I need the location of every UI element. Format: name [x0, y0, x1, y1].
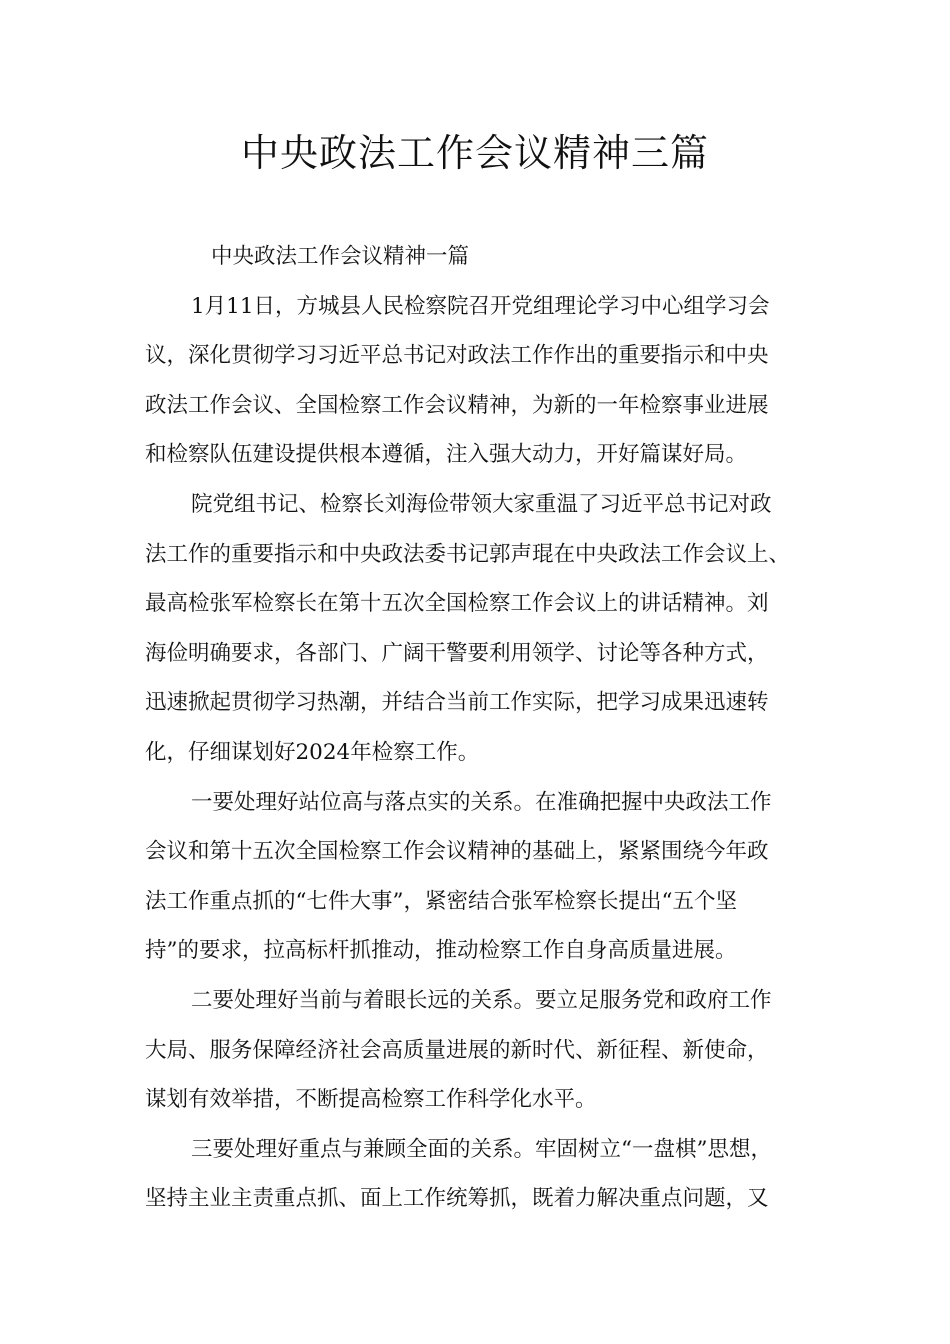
paragraph-line: 法工作的重要指示和中央政法委书记郭声琨在中央政法工作会议上、: [145, 541, 791, 567]
paragraph-line: 院党组书记、检察长刘海俭带领大家重温了习近平总书记对政: [191, 491, 772, 517]
paragraph-line: 1月11日，方城县人民检察院召开党组理论学习中心组学习会: [191, 293, 770, 319]
paragraph-line: 议，深化贯彻学习习近平总书记对政法工作作出的重要指示和中央: [145, 343, 769, 369]
paragraph: [145, 480, 815, 778]
section-subtitle: [145, 232, 815, 282]
paragraph-line: 坚持主业主责重点抓、面上工作统筹抓，既着力解决重点问题，又: [145, 1186, 769, 1212]
paragraph-line: 会议和第十五次全国检察工作会议精神的基础上，紧紧围绕今年政: [145, 839, 769, 865]
paragraph: [145, 1125, 815, 1224]
paragraph-line: 持”的要求，拉高标杆抓推动，推动检察工作自身高质量进展。: [145, 938, 737, 964]
document-body: [145, 232, 815, 1224]
paragraph-line: 二要处理好当前与着眼长远的关系。要立足服务党和政府工作: [191, 987, 772, 1013]
paragraph-line: 政法工作会议、全国检察工作会议精神，为新的一年检察事业进展: [145, 392, 769, 418]
paragraph: [145, 778, 815, 976]
paragraph-line: 最高检张军检察长在第十五次全国检察工作会议上的讲话精神。刘: [145, 591, 769, 617]
document-title: 中央政法工作会议精神三篇: [240, 131, 709, 175]
paragraph-line: 化，仔细谋划好2024年检察工作。: [145, 739, 480, 765]
paragraph: [145, 282, 815, 480]
paragraph-line: 海俭明确要求，各部门、广阔干警要利用领学、讨论等各种方式，: [145, 640, 769, 666]
paragraph-line: 迅速掀起贯彻学习热潮，并结合当前工作实际，把学习成果迅速转: [145, 690, 769, 716]
paragraph-line: 和检察队伍建设提供根本遵循，注入强大动力，开好篇谋好局。: [145, 442, 748, 468]
paragraph-line: 谋划有效举措，不断提高检察工作科学化水平。: [145, 1087, 597, 1113]
paragraph-line: 三要处理好重点与兼顾全面的关系。牢固树立“一盘棋”思想，: [191, 1136, 772, 1162]
paragraph-list: [145, 282, 815, 1224]
paragraph-line: 法工作重点抓的“七件大事”，紧密结合张军检察长提出“五个坚: [145, 888, 737, 914]
subtitle-line: 中央政法工作会议精神一篇: [211, 244, 470, 269]
paragraph: [145, 976, 815, 1125]
paragraph-line: 大局、服务保障经济社会高质量进展的新时代、新征程、新使命，: [145, 1037, 769, 1063]
paragraph-line: 一要处理好站位高与落点实的关系。在准确把握中央政法工作: [191, 789, 772, 815]
